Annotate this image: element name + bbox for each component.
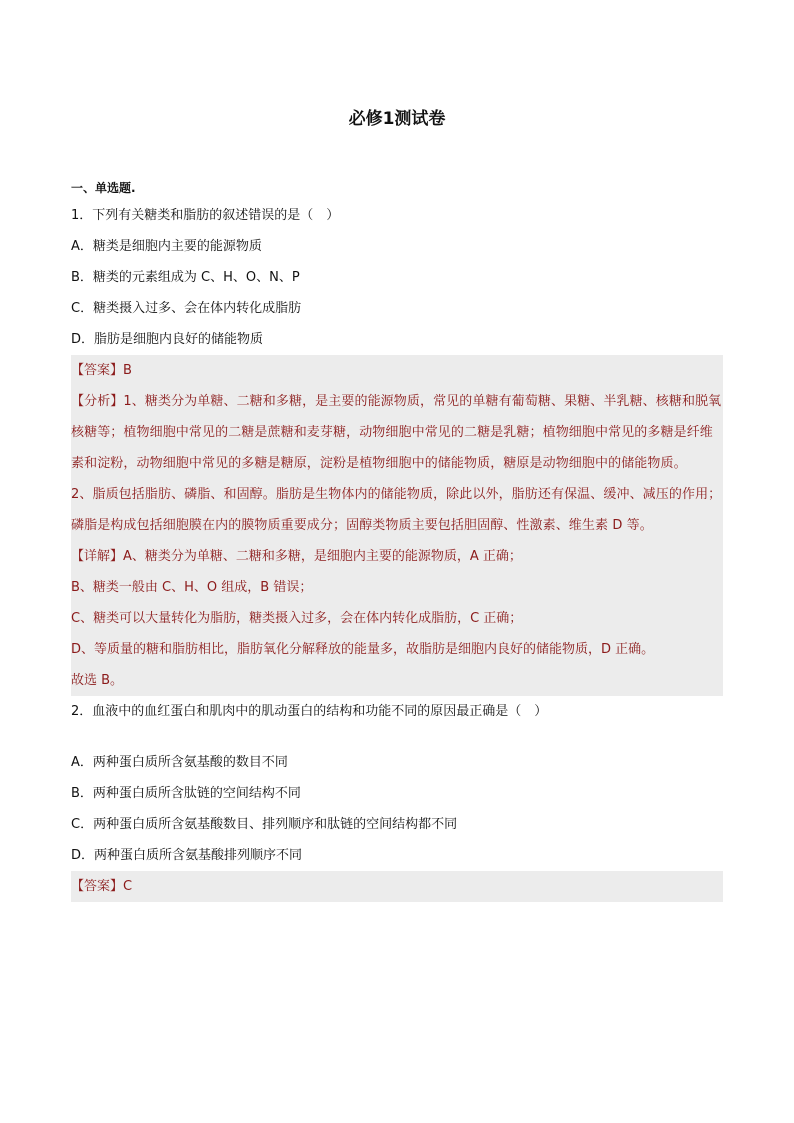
- question-1-option-a: A．糖类是细胞内主要的能源物质: [71, 239, 262, 254]
- question-1-analysis-1: [71, 386, 723, 479]
- question-1-analysis-2: 2、脂质包括脂肪、磷脂、和固醇。脂肪是生物体内的储能物质，除此以外，脂肪还有保温、缓冲、减压的作用；磷脂是构成包括细胞膜在内的膜物质重要成分；固醇类物质主要包括胆固醇、性激素、维生素 D 等。: [71, 487, 722, 533]
- question-2-option-d: D．两种蛋白质所含氨基酸排列顺序不同: [71, 848, 303, 863]
- question-1-option-b: B．糖类的元素组成为 C、H、O、N、P: [71, 270, 300, 285]
- question-2-option-c: C．两种蛋白质所含氨基酸数目、排列顺序和肽链的空间结构都不同: [71, 817, 458, 832]
- answer-tag: 【答案】: [71, 363, 124, 378]
- question-1-detail-d: D、等质量的糖和脂肪相比，脂肪氧化分解释放的能量多，故脂肪是细胞内良好的储能物质，D 正确。: [71, 642, 655, 657]
- answer-tag: 【答案】: [71, 879, 124, 894]
- question-2-option-b: B．两种蛋白质所含肽链的空间结构不同: [71, 786, 301, 801]
- question-1-detail-c: C、糖类可以大量转化为脂肪，糖类摄入过多，会在体内转化成脂肪，C 正确；: [71, 611, 523, 626]
- question-1-answer: [71, 355, 723, 386]
- question-1-conclusion: 故选 B。: [71, 673, 124, 688]
- spacer: [71, 727, 723, 747]
- question-1-option-c: C．糖类摄入过多、会在体内转化成脂肪: [71, 301, 302, 316]
- question-1-detail-a: [71, 541, 723, 572]
- analysis-tag: 【分析】: [71, 394, 124, 409]
- section-heading: 一、单选题.: [71, 181, 136, 195]
- analysis-text-1: 1、糖类分为单糖、二糖和多糖，是主要的能源物质，常见的单糖有葡萄糖、果糖、半乳糖、核糖和脱氧核糖等；植物细胞中常见的二糖是蔗糖和麦芽糖，动物细胞中常见的二糖是乳糖；植物细胞中常见的多糖是纤维素和淀粉，动物细胞中常见的多糖是糖原，淀粉是植物细胞中的储能物质，糖原是动物细胞中的储能物质。: [71, 394, 722, 471]
- question-1-solution-box: [71, 355, 723, 696]
- question-1-detail-b: B、糖类一般由 C、H、O 组成，B 错误；: [71, 580, 313, 595]
- page-title: 必修1测试卷: [348, 109, 446, 129]
- question-2-stem: 2．血液中的血红蛋白和肌肉中的肌动蛋白的结构和功能不同的原因最正确是（ ）: [71, 704, 548, 719]
- document-content: [71, 178, 723, 902]
- question-2-solution-box: [71, 871, 723, 902]
- question-1: [71, 200, 723, 696]
- question-2: [71, 696, 723, 902]
- question-1-stem: 1．下列有关糖类和脂肪的叙述错误的是（ ）: [71, 208, 340, 223]
- detail-a-text: A、糖类分为单糖、二糖和多糖，是细胞内主要的能源物质，A 正确；: [123, 549, 522, 564]
- detail-tag: 【详解】: [71, 549, 124, 564]
- question-1-option-d: D．脂肪是细胞内良好的储能物质: [71, 332, 264, 347]
- answer-value: B: [123, 363, 132, 378]
- question-2-option-a: A．两种蛋白质所含氨基酸的数目不同: [71, 755, 288, 770]
- answer-value: C: [123, 879, 133, 894]
- question-2-answer: [71, 871, 723, 902]
